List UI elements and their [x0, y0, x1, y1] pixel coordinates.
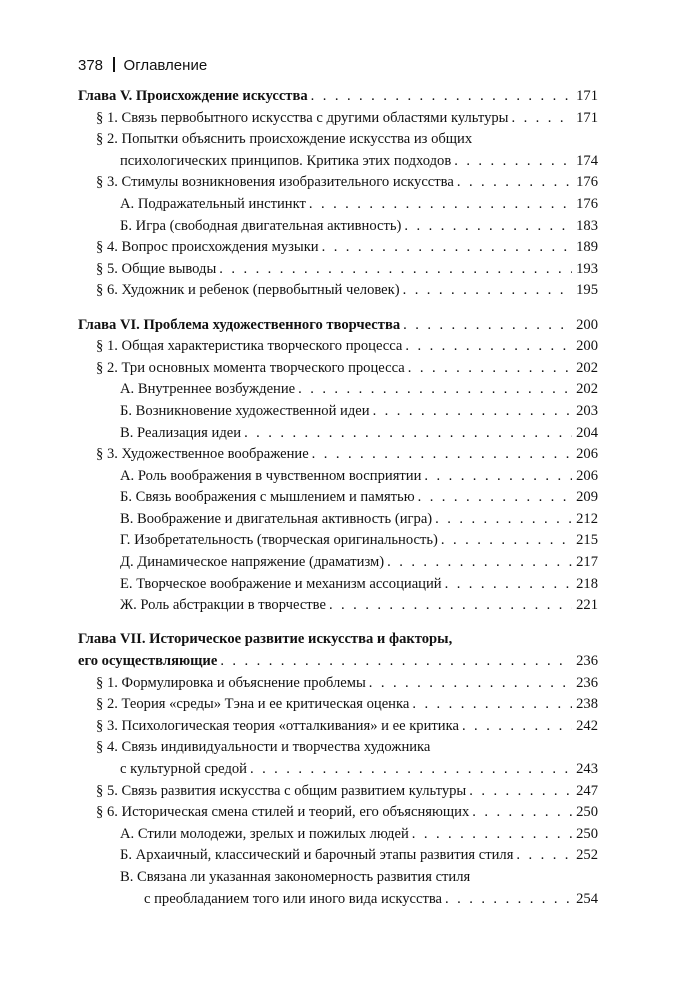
- page-ref: 252: [576, 847, 598, 864]
- dot-leader: [435, 509, 572, 531]
- toc-ch5-section-3[interactable]: [78, 172, 598, 194]
- section-title: § 5. Общие выводы: [96, 260, 217, 277]
- dot-leader: [441, 530, 572, 552]
- page-ref: 183: [576, 217, 598, 234]
- toc-ch6-section-3[interactable]: [78, 444, 598, 466]
- dot-leader: [322, 237, 573, 259]
- subsection-title: Б. Игра (свободная двигательная активность): [120, 217, 402, 234]
- toc-ch6-s3-sub-g[interactable]: [78, 595, 598, 617]
- section-title-line-1: § 4. Связь индивидуальности и творчества художника: [96, 739, 431, 756]
- subsection-title-line-2: с преобладанием того или иного вида искусства: [144, 890, 443, 907]
- subsection-title: В. Реализация идеи: [120, 424, 242, 441]
- toc-chapter-5[interactable]: [78, 86, 598, 108]
- page-ref: 254: [576, 890, 598, 907]
- section-title: § 5. Связь развития искусства с общим развитием культуры: [96, 782, 467, 799]
- toc-ch7-s6-sub-b[interactable]: [78, 845, 598, 867]
- dot-leader: [445, 889, 572, 911]
- page-ref: 171: [576, 109, 598, 126]
- page-ref: 204: [576, 424, 598, 441]
- subsection-title: Ж. Роль абстракции в творчестве: [120, 597, 326, 614]
- dot-leader: [220, 651, 572, 673]
- toc-ch5-section-6[interactable]: [78, 280, 598, 302]
- section-title: § 1. Связь первобытного искусства с другими областями культуры: [96, 109, 509, 126]
- page-ref: 200: [576, 316, 598, 333]
- subsection-title: Д. Динамическое напряжение (драматизм): [120, 554, 385, 571]
- page-ref: 195: [576, 282, 598, 299]
- page-ref: 206: [576, 446, 598, 463]
- dot-leader: [462, 716, 572, 738]
- chapter-title: Глава V. Происхождение искусства: [78, 88, 308, 104]
- page-ref: 212: [576, 510, 598, 527]
- page-ref: 174: [576, 152, 598, 169]
- toc-ch6-section-2[interactable]: [78, 358, 598, 380]
- dot-leader: [219, 259, 572, 281]
- page-ref: 189: [576, 239, 598, 256]
- toc-ch6-s2-sub-c[interactable]: [78, 423, 598, 445]
- dot-leader: [309, 194, 572, 216]
- page-ref: 238: [576, 696, 598, 713]
- toc-ch5-section-1[interactable]: [78, 108, 598, 130]
- page-ref: 243: [576, 761, 598, 777]
- page-ref: 250: [576, 804, 598, 821]
- section-title: § 6. Историческая смена стилей и теорий, его объясняющих: [96, 804, 470, 821]
- dot-leader: [454, 151, 572, 173]
- section-title: § 3. Психологическая теория «отталкивания» и ее критика: [96, 717, 459, 734]
- toc-ch7-section-2[interactable]: [78, 694, 598, 716]
- section-title-line-2: с культурной средой: [120, 761, 247, 777]
- dot-leader: [445, 574, 573, 596]
- subsection-title: А. Стили молодежи, зрелых и пожилых людей: [120, 825, 409, 842]
- toc-ch7-s6-sub-a[interactable]: [78, 824, 598, 846]
- chapter-title-line-1: Глава VII. Историческое развитие искусства и факторы,: [78, 631, 453, 648]
- dot-leader: [412, 694, 572, 716]
- section-title-line-1: § 2. Попытки объяснить происхождение искусства из общих: [96, 131, 473, 148]
- section-title-line-2: психологических принципов. Критика этих подходов: [120, 152, 452, 169]
- chapter-title-line-2: его осуществляющие: [78, 653, 218, 670]
- toc-ch7-section-6[interactable]: [78, 802, 598, 824]
- dot-leader: [403, 280, 573, 302]
- subsection-title: Г. Изобретательность (творческая оригинальность): [120, 532, 438, 549]
- subsection-title: А. Подражательный инстинкт: [120, 195, 306, 212]
- section-title: § 1. Общая характеристика творческого процесса: [96, 338, 403, 355]
- toc-ch7-section-5[interactable]: [78, 781, 598, 803]
- toc-ch7-section-4[interactable]: [78, 737, 598, 780]
- page-ref: 209: [576, 489, 598, 506]
- page-ref: 242: [576, 717, 598, 734]
- dot-leader: [469, 781, 572, 803]
- section-title: § 6. Художник и ребенок (первобытный человек): [96, 282, 400, 299]
- toc-ch6-s2-sub-a[interactable]: [78, 379, 598, 401]
- dot-leader: [472, 802, 572, 824]
- toc-ch5-section-2[interactable]: [78, 129, 598, 172]
- dot-leader: [424, 466, 572, 488]
- dot-leader: [329, 595, 572, 617]
- toc-ch6-s3-sub-f[interactable]: [78, 574, 598, 596]
- page-number: 378: [78, 57, 104, 74]
- dot-leader: [373, 401, 573, 423]
- dot-leader: [404, 216, 572, 238]
- dot-leader: [387, 552, 572, 574]
- toc-ch6-s3-sub-d[interactable]: [78, 530, 598, 552]
- dot-leader: [244, 423, 572, 445]
- toc-ch5-section-4[interactable]: [78, 237, 598, 259]
- toc-ch6-s3-sub-e[interactable]: [78, 552, 598, 574]
- page-ref: 247: [576, 782, 598, 799]
- toc-ch7-section-3[interactable]: [78, 716, 598, 738]
- subsection-title: Б. Архаичный, классический и барочный этапы развития стиля: [120, 847, 514, 864]
- page-ref: 171: [576, 88, 598, 104]
- subsection-title: В. Воображение и двигательная активность (игра): [120, 510, 433, 527]
- page-ref: 221: [576, 597, 598, 614]
- toc-ch7-section-1[interactable]: [78, 673, 598, 695]
- page-ref: 215: [576, 532, 598, 549]
- page-ref: 236: [576, 653, 598, 670]
- header-divider: [113, 57, 115, 72]
- page-ref: 218: [576, 575, 598, 592]
- page-ref: 203: [576, 402, 598, 419]
- dot-leader: [403, 315, 572, 337]
- toc-ch6-s3-sub-a[interactable]: [78, 466, 598, 488]
- page-ref: 200: [576, 338, 598, 355]
- toc-ch6-s3-sub-c[interactable]: [78, 509, 598, 531]
- toc-ch6-s2-sub-b[interactable]: [78, 401, 598, 423]
- chapter-title: Глава VI. Проблема художественного творчества: [78, 316, 401, 333]
- subsection-title: А. Роль воображения в чувственном восприятии: [120, 467, 422, 484]
- section-title: § 3. Стимулы возникновения изобразительного искусства: [96, 174, 454, 191]
- toc-ch6-section-1[interactable]: [78, 336, 598, 358]
- page-ref: 193: [576, 260, 598, 277]
- dot-leader: [511, 108, 572, 130]
- page-ref: 217: [576, 554, 598, 571]
- page-ref: 176: [576, 174, 598, 191]
- section-title: § 2. Три основных момента творческого процесса: [96, 359, 405, 376]
- dot-leader: [311, 86, 572, 108]
- toc-chapter-6[interactable]: [78, 315, 598, 337]
- subsection-title: Б. Связь воображения с мышлением и памятью: [120, 489, 415, 506]
- subsection-title-line-1: В. Связана ли указанная закономерность развития стиля: [120, 868, 471, 885]
- dot-leader: [405, 336, 572, 358]
- subsection-title: Е. Творческое воображение и механизм ассоциаций: [120, 575, 442, 592]
- dot-leader: [312, 444, 572, 466]
- toc-ch5-section-5[interactable]: [78, 259, 598, 281]
- dot-leader: [298, 379, 572, 401]
- toc-chapter-7[interactable]: [78, 629, 598, 672]
- toc-ch7-s6-sub-c[interactable]: [78, 867, 598, 910]
- dot-leader: [369, 673, 572, 695]
- page-ref: 202: [576, 359, 598, 376]
- running-head: [78, 57, 207, 74]
- page-ref: 206: [576, 467, 598, 484]
- section-title: § 2. Теория «среды» Тэна и ее критическая оценка: [96, 696, 410, 713]
- toc-ch5-s3-sub-b[interactable]: [78, 216, 598, 238]
- dot-leader: [516, 845, 572, 867]
- dot-leader: [412, 824, 572, 846]
- page-ref: 202: [576, 381, 598, 398]
- table-of-contents: [78, 86, 598, 910]
- toc-ch6-s3-sub-b[interactable]: [78, 487, 598, 509]
- page-ref: 236: [576, 674, 598, 691]
- section-title: § 1. Формулировка и объяснение проблемы: [96, 674, 366, 691]
- section-title: § 3. Художественное воображение: [96, 446, 309, 463]
- toc-ch5-s3-sub-a[interactable]: [78, 194, 598, 216]
- page-ref: 176: [576, 195, 598, 212]
- subsection-title: Б. Возникновение художественной идеи: [120, 402, 370, 419]
- dot-leader: [457, 172, 572, 194]
- dot-leader: [250, 759, 572, 781]
- dot-leader: [418, 487, 573, 509]
- running-title: Оглавление: [123, 57, 208, 74]
- section-title: § 4. Вопрос происхождения музыки: [96, 239, 319, 256]
- page-ref: 250: [576, 825, 598, 842]
- subsection-title: А. Внутреннее возбуждение: [120, 381, 296, 398]
- dot-leader: [408, 358, 572, 380]
